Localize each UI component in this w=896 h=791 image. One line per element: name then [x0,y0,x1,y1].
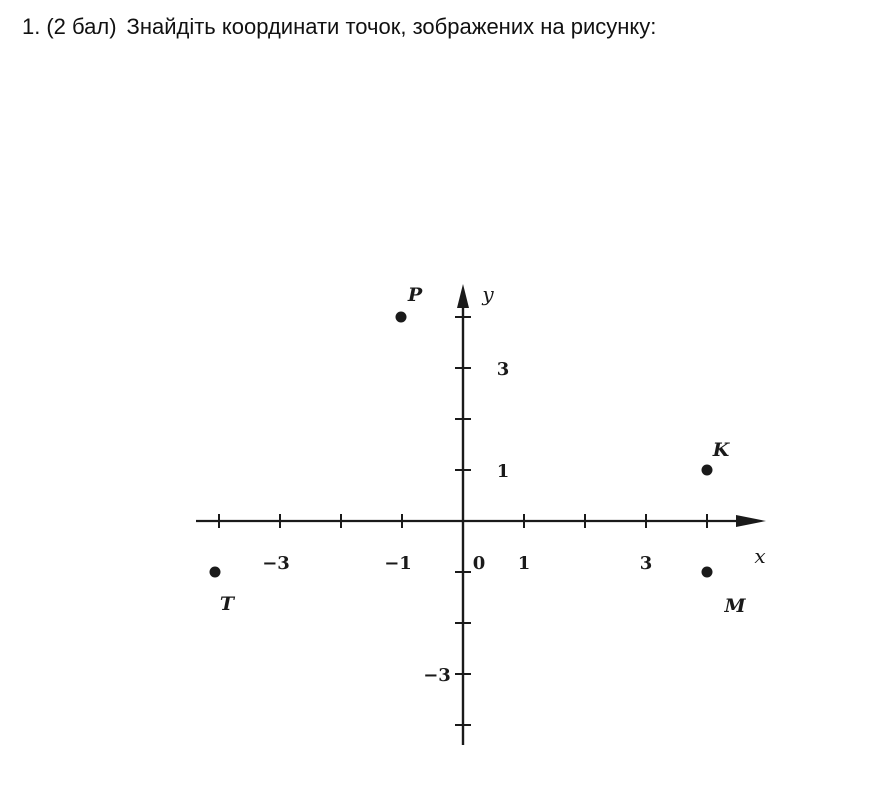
y-axis-arrow [457,284,469,308]
x-tick-label: −3 [262,553,290,574]
x-tick-label: −1 [384,553,412,574]
point-label-m: M [724,595,746,617]
x-axis-label: x [754,544,766,568]
task-number: 1. [22,14,41,39]
x-tick-label: 3 [639,553,653,574]
point-label-t: T [219,593,235,615]
y-tick-label: 3 [496,359,510,380]
labels-group [262,282,765,686]
point-p [396,312,407,323]
y-axis-label: y [482,282,494,306]
origin-label: 0 [472,553,486,574]
y-tick-label: 1 [496,461,510,482]
point-label-p: P [407,284,423,306]
point-label-k: K [712,439,730,461]
point-t [210,567,221,578]
point-m [702,567,713,578]
x-axis-arrow [736,515,766,527]
x-tick-label: 1 [517,553,531,574]
point-k [702,465,713,476]
task-text: Знайдіть координати точок, зображених на рисунку: [126,14,657,39]
axes-group [196,284,766,745]
task-points: (2 бал) [46,14,117,39]
y-tick-label: −3 [423,665,451,686]
